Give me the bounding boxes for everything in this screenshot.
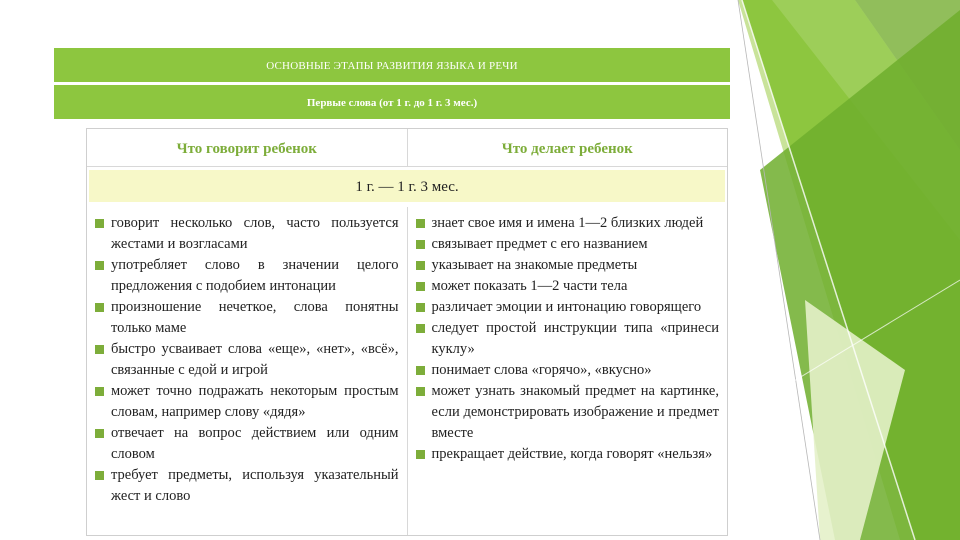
says-item — [95, 465, 399, 507]
does-item-text: следует простой инструкции типа «принеси куклу» — [431, 320, 719, 357]
says-item-text: отвечает на вопрос действием или одним словом — [111, 425, 399, 462]
square-bullet-icon — [95, 303, 104, 312]
slide-title: ОСНОВНЫЕ ЭТАПЫ РАЗВИТИЯ ЯЗЫКА И РЕЧИ — [54, 48, 730, 82]
header-what-child-does: Что делает ребенок — [501, 141, 633, 157]
says-item — [95, 381, 399, 423]
table-header — [87, 129, 727, 167]
square-bullet-icon — [95, 429, 104, 438]
square-bullet-icon — [416, 240, 425, 249]
does-item-text: может показать 1—2 части тела — [431, 278, 628, 294]
does-item — [416, 276, 720, 297]
does-item-text: связывает предмет с его названием — [431, 236, 648, 252]
says-item-text: быстро усваивает слова «еще», «нет», «всё», связанные с едой и игрой — [111, 341, 399, 378]
development-table — [86, 128, 728, 536]
square-bullet-icon — [95, 345, 104, 354]
does-item-text: прекращает действие, когда говорят «нельзя» — [431, 446, 713, 462]
square-bullet-icon — [416, 324, 425, 333]
square-bullet-icon — [95, 219, 104, 228]
says-item-text: требует предметы, используя указательный жест и слово — [111, 467, 399, 504]
square-bullet-icon — [416, 282, 425, 291]
says-item — [95, 297, 399, 339]
square-bullet-icon — [416, 387, 425, 396]
does-item-text: понимает слова «горячо», «вкусно» — [431, 362, 652, 378]
age-range-row: 1 г. — 1 г. 3 мес. — [89, 170, 725, 202]
does-item — [416, 255, 720, 276]
square-bullet-icon — [416, 366, 425, 375]
does-item-text: может узнать знакомый предмет на картинке, если демонстрировать изображение и предмет вместе — [431, 383, 719, 441]
does-item — [416, 381, 720, 444]
square-bullet-icon — [95, 387, 104, 396]
says-item — [95, 255, 399, 297]
does-item-text: указывает на знакомые предметы — [431, 257, 638, 273]
says-item-text: говорит несколько слов, часто пользуется жестами и возгласами — [111, 215, 399, 252]
says-item — [95, 213, 399, 255]
does-item-text: знает свое имя и имена 1—2 близких людей — [431, 215, 704, 231]
right-column — [408, 207, 728, 535]
header-what-child-says: Что говорит ребенок — [87, 129, 408, 166]
says-item-text: произношение нечеткое, слова понятны только маме — [111, 299, 399, 336]
does-item — [416, 213, 720, 234]
square-bullet-icon — [95, 471, 104, 480]
square-bullet-icon — [416, 450, 425, 459]
square-bullet-icon — [416, 303, 425, 312]
does-item — [416, 318, 720, 360]
square-bullet-icon — [95, 261, 104, 270]
says-item-text: употребляет слово в значении целого предложения с подобием интонации — [111, 257, 399, 294]
does-item — [416, 444, 720, 465]
does-item — [416, 234, 720, 255]
says-item — [95, 339, 399, 381]
says-item-text: может точно подражать некоторым простым словам, например слову «дядя» — [111, 383, 399, 420]
slide-subtitle: Первые слова (от 1 г. до 1 г. 3 мес.) — [54, 85, 730, 119]
left-column — [87, 207, 408, 535]
says-item — [95, 423, 399, 465]
square-bullet-icon — [416, 219, 425, 228]
does-item — [416, 297, 720, 318]
square-bullet-icon — [416, 261, 425, 270]
does-item — [416, 360, 720, 381]
does-item-text: различает эмоции и интонацию говорящего — [431, 299, 702, 315]
